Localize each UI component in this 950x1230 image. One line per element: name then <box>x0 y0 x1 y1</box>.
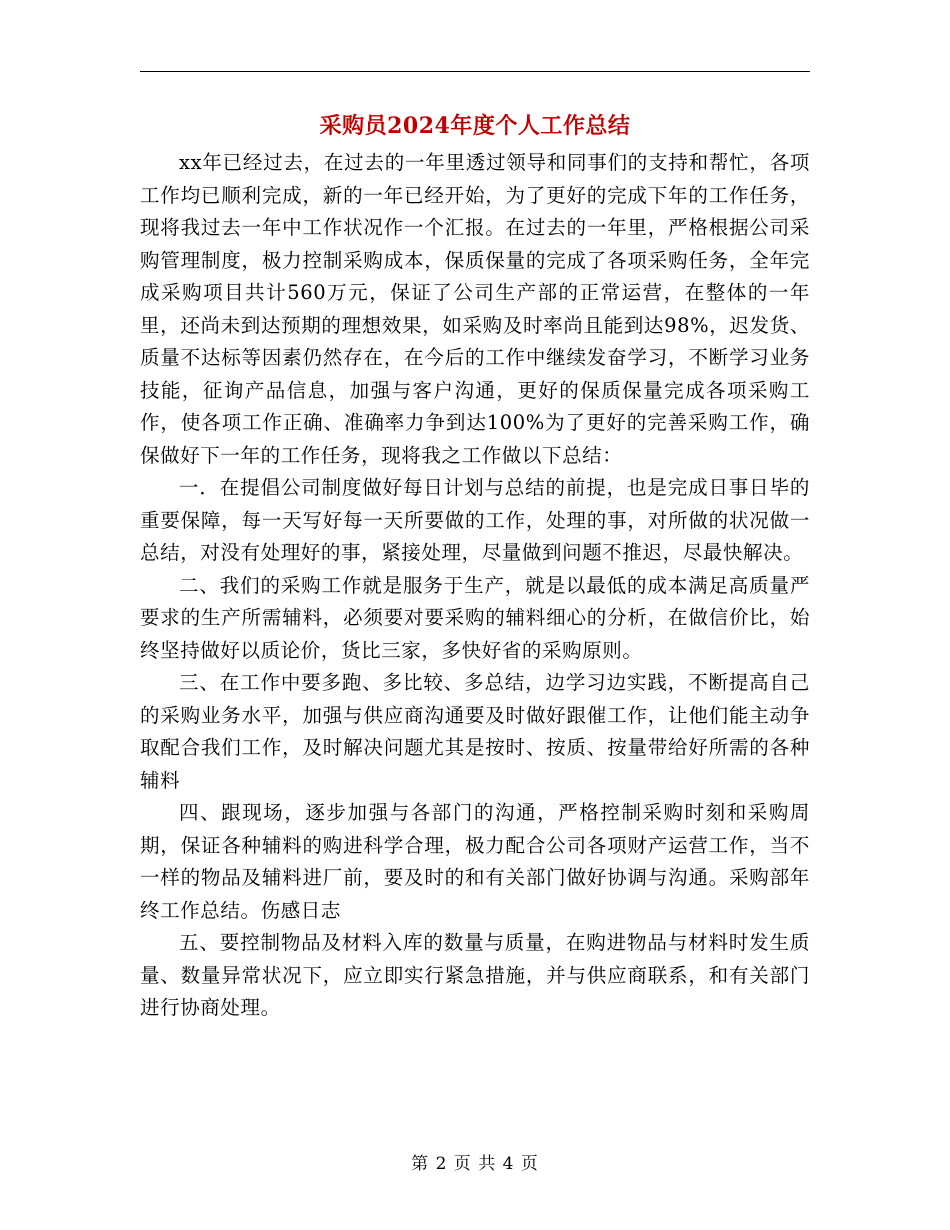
header-rule <box>140 71 810 72</box>
paragraph-item-2: 二、我们的采购工作就是服务于生产，就是以最低的成本满足高质量严要求的生产所需辅料，必须要对要采购的辅料细心的分析，在做信价比，始终坚持做好以质论价，货比三家，多快好省的采购原则。 <box>140 573 810 662</box>
page-footer <box>0 1152 950 1176</box>
paragraph-item-4: 四、跟现场，逐步加强与各部门的沟通，严格控制采购时刻和采购周期，保证各种辅料的购进科学合理，极力配合公司各项财产运营工作，当不一样的物品及辅料进厂前，要及时的和有关部门做好协调与沟通。采购部年终工作总结。伤感日志 <box>140 801 810 922</box>
paragraph-intro: xx年已经过去，在过去的一年里透过领导和同事们的支持和帮忙，各项工作均已顺利完成，新的一年已经开始，为了更好的完成下年的工作任务，现将我过去一年中工作状况作一个汇报。在过去的一年里，严格根据公司采购管理制度，极力控制采购成本，保质保量的完成了各项采购任务，全年完成采购项目共计560万元，保证了公司生产部的正常运营，在整体的一年里，还尚未到达预期的理想效果，如采购及时率尚且能到达98%，迟发货、质量不达标等因素仍然存在，在今后的工作中继续发奋学习，不断学习业务技能，征询产品信息，加强与客户沟通，更好的保质保量完成各项采购工作，使各项工作正确、准确率力争到达100%为了更好的完善采购工作，确保做好下一年的工作任务，现将我之工作做以下总结： <box>140 151 810 467</box>
page-number: 第 2 页 共 4 页 <box>411 1154 539 1174</box>
document-body <box>140 147 810 1025</box>
document-title: 采购员2024年度个人工作总结 <box>319 113 631 139</box>
paragraph-item-3: 三、在工作中要多跑、多比较、多总结，边学习边实践，不断提高自己的采购业务水平，加强与供应商沟通要及时做好跟催工作，让他们能主动争取配合我们工作，及时解决问题尤其是按时、按质、按量带给好所需的各种辅料 <box>140 671 810 792</box>
paragraph-item-1: 一．在提倡公司制度做好每日计划与总结的前提，也是完成日事日毕的重要保障，每一天写好每一天所要做的工作，处理的事，对所做的状况做一总结，对没有处理好的事，紧接处理，尽量做到问题不推迟，尽最快解决。 <box>140 476 810 564</box>
paragraph-item-5: 五、要控制物品及材料入库的数量与质量，在购进物品与材料时发生质量、数量异常状况下，应立即实行紧急措施，并与供应商联系，和有关部门进行协商处理。 <box>140 931 810 1019</box>
